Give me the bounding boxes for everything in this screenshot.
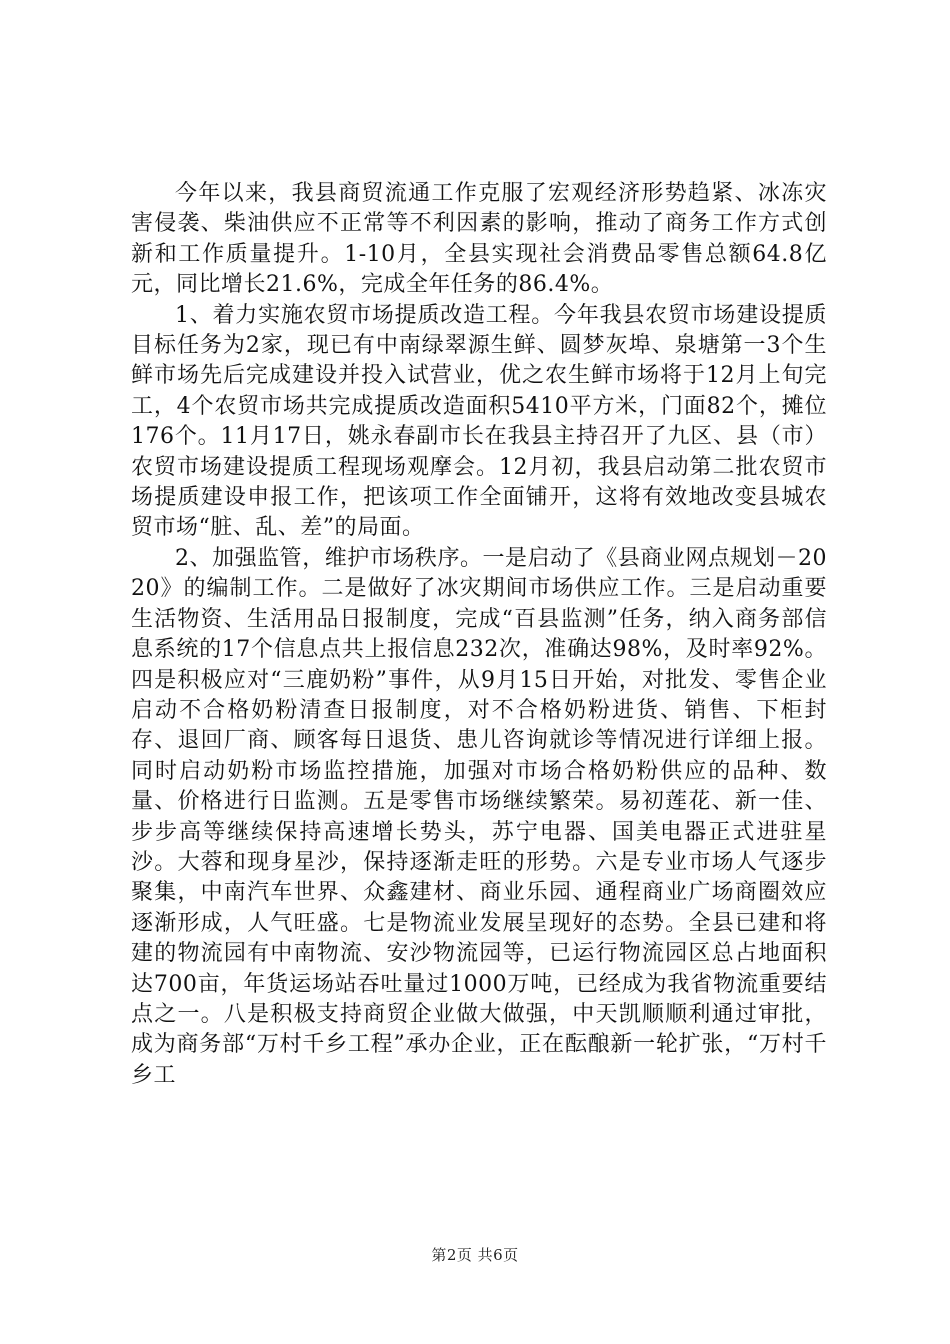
page-footer: 第2页 共6页 — [431, 1246, 519, 1264]
paragraph-intro: 今年以来，我县商贸流通工作克服了宏观经济形势趋紧、冰冻灾害侵袭、柴油供应不正常等不利因素的影响，推动了商务工作方式创新和工作质量提升。1-10月，全县实现社会消费品零售总额64.8亿元，同比增长21.6%，完成全年任务的86.4%。 — [131, 181, 827, 298]
paragraph-market-upgrade: 1、着力实施农贸市场提质改造工程。今年我县农贸市场建设提质目标任务为2家，现已有中南绿翠源生鲜、圆梦灰埠、泉塘第一3个生鲜市场先后完成建设并投入试营业，优之农生鲜市场将于12月上旬完工，4个农贸市场共完成提质改造面积5410平方米，门面82个，摊位176个。11月17日，姚永春副市长在我县主持召开了九区、县（市）农贸市场建设提质工程现场观摩会。12月初，我县启动第二批农贸市场提质建设申报工作，把该项工作全面铺开，这将有效地改变县城农贸市场“脏、乱、差”的局面。 — [131, 302, 827, 541]
document-body — [131, 179, 827, 1091]
paragraph-market-supervision: 2、加强监管，维护市场秩序。一是启动了《县商业网点规划－2020》的编制工作。二是做好了冰灾期间市场供应工作。三是启动重要生活物资、生活用品日报制度，完成“百县监测”任务，纳入商务部信息系统的17个信息点共上报信息232次，准确达98%，及时率92%。四是积极应对“三鹿奶粉”事件，从9月15日开始，对批发、零售企业启动不合格奶粉清查日报制度，对不合格奶粉进货、销售、下柜封存、退回厂商、顾客每日退货、患儿咨询就诊等情况进行详细上报。同时启动奶粉市场监控措施，加强对市场合格奶粉供应的品种、数量、价格进行日监测。五是零售市场继续繁荣。易初莲花、新一佳、步步高等继续保持高速增长势头，苏宁电器、国美电器正式进驻星沙。大蓉和现身星沙，保持逐渐走旺的形势。六是专业市场人气逐步聚集，中南汽车世界、众鑫建材、商业乐园、通程商业广场商圈效应逐渐形成，人气旺盛。七是物流业发展呈现好的态势。全县已建和将建的物流园有中南物流、安沙物流园等，已运行物流园区总占地面积达700亩，年货运场站吞吐量过1000万吨，已经成为我省物流重要结点之一。八是积极支持商贸企业做大做强，中天凯顺顺利通过审批，成为商务部“万村千乡工程”承办企业，正在酝酿新一轮扩张，“万村千乡工 — [131, 545, 827, 1088]
